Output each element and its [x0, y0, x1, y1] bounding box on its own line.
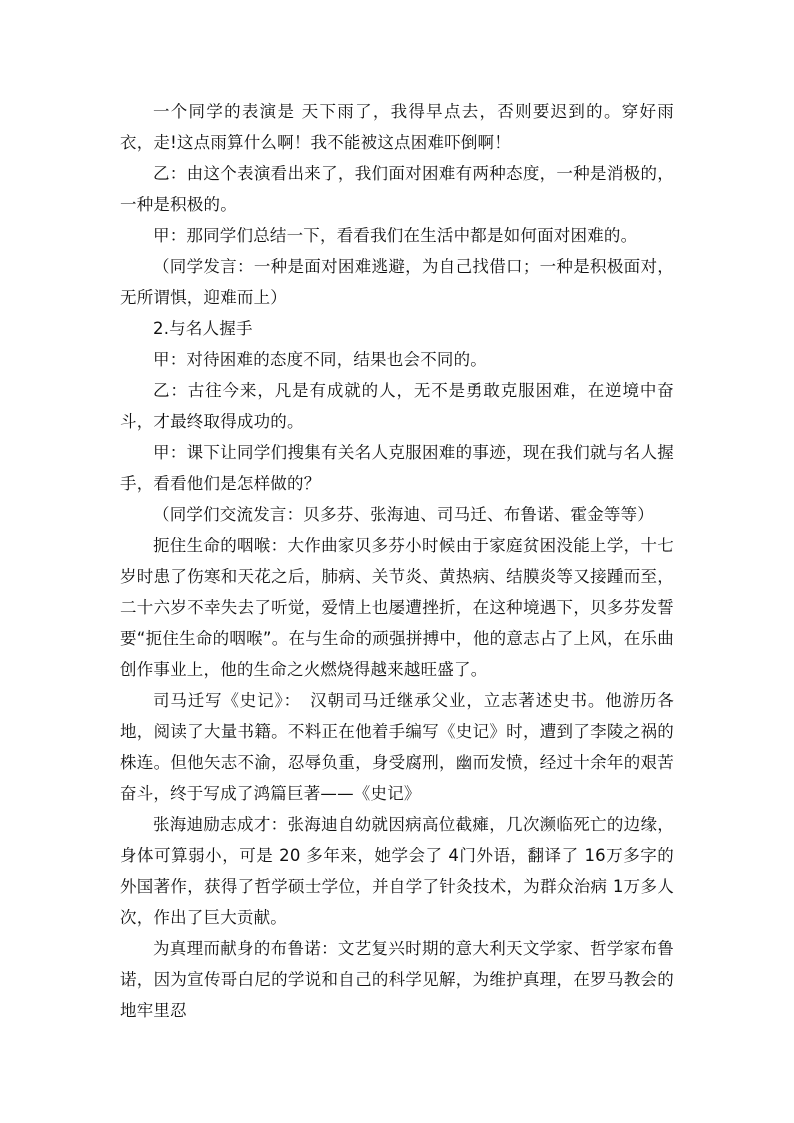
paragraph-beethoven: 扼住生命的咽喉：大作曲家贝多芬小时候由于家庭贫困没能上学，十七岁时患了伤寒和天花之后，肺病、关节炎、黄热病、结膜炎等又接踵而至，二十六岁不幸失去了听觉，爱情上也屡遭挫折，在这种境遇下，贝多芬发誓要“扼住生命的咽喉”。在与生命的顽强拼搏中，他的意志占了上风，在乐曲创作事业上，他的生命之火燃烧得越来越旺盛了。	[120, 536, 674, 679]
paragraph-yi-two-attitudes: 乙：由这个表演看出来了，我们面对困难有两种态度，一种是消极的，一种是积极的。	[120, 164, 674, 214]
paragraph-jia-collected-stories: 甲：课下让同学们搜集有关名人克服困难的事迹，现在我们就与名人握手，看看他们是怎样做的？	[120, 443, 674, 493]
paragraph-yi-success: 乙：古往今来，凡是有成就的人，无不是勇敢克服困难，在逆境中奋斗，才最终取得成功的。	[120, 381, 674, 431]
paragraph-performance: 一个同学的表演是 天下雨了，我得早点去，否则要迟到的。穿好雨衣，走!这点雨算什么啊！我不能被这点困难吓倒啊！	[120, 102, 674, 152]
paragraph-student-remarks: （同学发言：一种是面对困难逃避，为自己找借口；一种是积极面对，无所谓惧，迎难而上）	[120, 257, 674, 307]
paragraph-sima-qian: 司马迁写《史记》： 汉朝司马迁继承父业，立志著述史书。他游历各地，阅读了大量书籍。不料正在他着手编写《史记》时，遭到了李陵之祸的株连。但他矢志不渝，忍辱负重，身受腐刑，幽而发愤，经过十余年的艰苦奋斗，终于写成了鸿篇巨著——《史记》	[120, 691, 674, 803]
document-page	[120, 96, 674, 1026]
paragraph-exchange-list: （同学们交流发言：贝多芬、张海迪、司马迁、布鲁诺、霍金等等）	[153, 505, 654, 524]
paragraph-jia-attitude-result: 甲：对待困难的态度不同，结果也会不同的。	[153, 350, 487, 369]
paragraph-zhang-haidi: 张海迪励志成才：张海迪自幼就因病高位截瘫，几次濒临死亡的边缘，身体可算弱小，可是 20 多年来，她学会了 4门外语，翻译了 16万多字的外国著作，获得了哲学硕士学位，并自学了针灸技术，为群众治病 1万多人次，作出了巨大贡献。	[120, 815, 674, 927]
paragraph-bruno: 为真理而献身的布鲁诺：文艺复兴时期的意大利天文学家、哲学家布鲁诺，因为宣传哥白尼的学说和自己的科学见解，为维护真理，在罗马教会的地牢里忍	[120, 939, 674, 1020]
paragraph-jia-summarize: 甲：那同学们总结一下，看看我们在生活中都是如何面对困难的。	[153, 226, 638, 245]
section-heading-celebrities: 2.与名人握手	[153, 319, 253, 338]
